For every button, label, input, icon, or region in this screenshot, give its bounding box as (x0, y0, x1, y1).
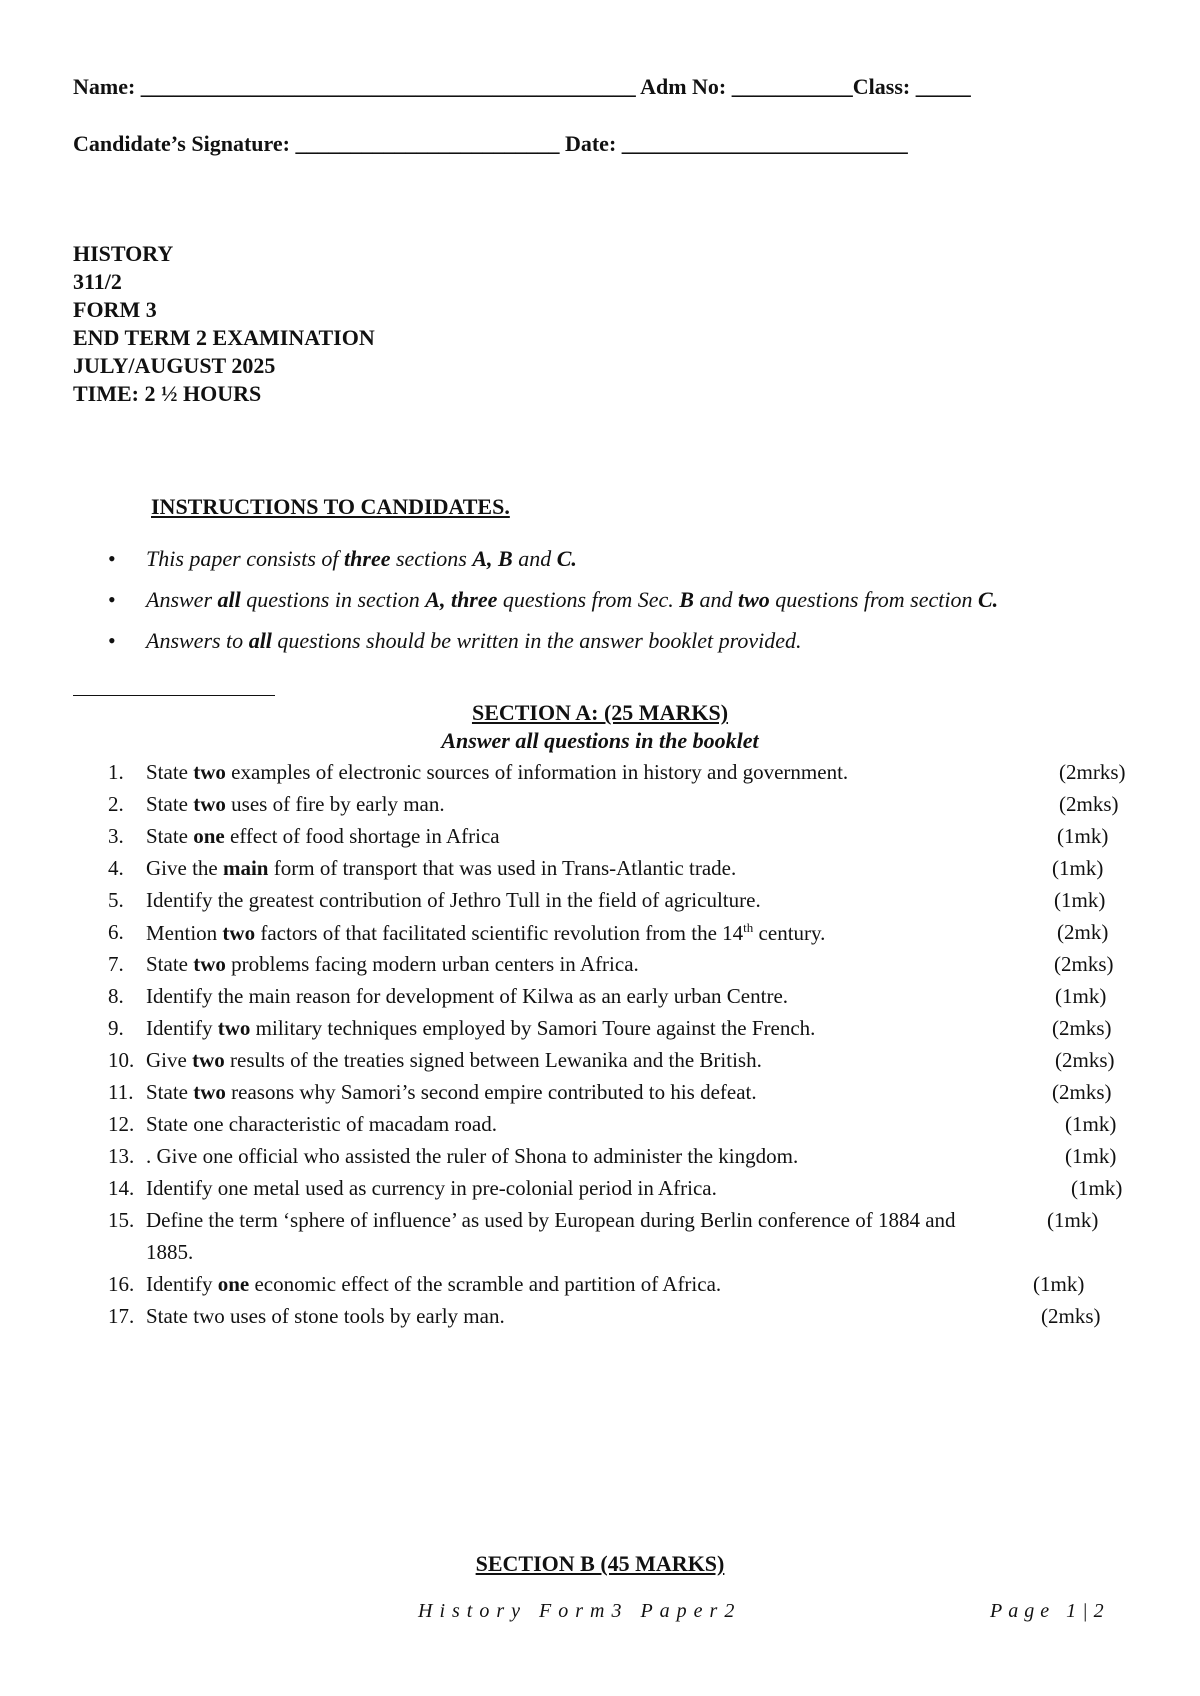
question-number: 14. (108, 1176, 135, 1200)
footer-paper-label: History Form3 Paper2 (418, 1600, 742, 1622)
question-number: 8. (108, 984, 124, 1008)
question-number: 16. (108, 1272, 135, 1296)
section-a-title: SECTION A: (25 MARKS) (471, 700, 729, 725)
paper-code: 311/2 (73, 269, 122, 294)
question-marks: (1mk) (1055, 984, 1107, 1008)
question-number: 3. (108, 824, 124, 848)
question-text: Identify the greatest contribution of Jethro Tull in the field of agriculture. (146, 888, 761, 912)
exam-title-block (73, 240, 375, 408)
section-a-header (0, 700, 1200, 754)
student-details-line: Name: _____________________________________________ Adm No: ___________Class: _____ (73, 74, 971, 99)
question-text: Identify two military techniques employed by Samori Toure against the French. (146, 1016, 816, 1040)
question-text: . Give one official who assisted the ruler of Shona to administer the kingdom. (146, 1144, 799, 1168)
question-marks: (1mk) (1047, 1208, 1099, 1232)
question-marks: (1mk) (1057, 824, 1109, 848)
form-level: FORM 3 (73, 297, 157, 322)
question-marks: (2mrks) (1059, 760, 1126, 784)
question-text: State two examples of electronic sources of information in history and government. (146, 760, 849, 784)
question-number: 5. (108, 888, 124, 912)
question-text: State two problems facing modern urban centers in Africa. (146, 952, 639, 976)
question-marks: (1mk) (1033, 1272, 1085, 1296)
question-marks: (1mk) (1071, 1176, 1123, 1200)
question-text: State two uses of fire by early man. (146, 792, 445, 816)
footer-page-number: Page 1|2 (990, 1600, 1110, 1622)
exam-time: TIME: 2 ½ HOURS (73, 381, 262, 406)
question-text: State one effect of food shortage in Africa (146, 824, 500, 848)
question-text: State one characteristic of macadam road. (146, 1112, 497, 1136)
section-b-title: SECTION B (45 MARKS) (475, 1551, 725, 1576)
question-number: 6. (108, 920, 124, 944)
question-text: Identify one economic effect of the scramble and partition of Africa. (146, 1272, 722, 1296)
question-number: 13. (108, 1144, 135, 1168)
instruction-text: Answer all questions in section A, three questions from Sec. B and two questions from section C. (146, 587, 999, 612)
question-number: 9. (108, 1016, 124, 1040)
question-marks: (2mks) (1055, 1048, 1115, 1072)
question-number: 11. (108, 1080, 134, 1104)
question-number: 7. (108, 952, 124, 976)
question-number: 2. (108, 792, 124, 816)
question-text: Mention two factors of that facilitated scientific revolution from the 14th century. (146, 920, 826, 945)
question-number: 10. (108, 1048, 135, 1072)
question-number: 4. (108, 856, 124, 880)
separator-line (73, 695, 275, 696)
question-text: Give two results of the treaties signed between Lewanika and the British. (146, 1048, 762, 1072)
question-number: 17. (108, 1304, 135, 1328)
question-text: Identify the main reason for development of Kilwa as an early urban Centre. (146, 984, 789, 1008)
question-text: Give the main form of transport that was used in Trans-Atlantic trade. (146, 856, 737, 880)
question-number: 12. (108, 1112, 135, 1136)
question-marks: (1mk) (1065, 1144, 1117, 1168)
question-marks: (2mk) (1057, 920, 1109, 944)
question-text: Identify one metal used as currency in pre-colonial period in Africa. (146, 1176, 717, 1200)
question-marks: (1mk) (1052, 856, 1104, 880)
question-marks: (2mks) (1059, 792, 1119, 816)
exam-name: END TERM 2 EXAMINATION (73, 325, 375, 350)
bullet-icon: • (108, 546, 116, 571)
question-marks: (2mks) (1041, 1304, 1101, 1328)
question-text: State two reasons why Samori’s second empire contributed to his defeat. (146, 1080, 757, 1104)
question-marks: (2mks) (1054, 952, 1114, 976)
question-text: State two uses of stone tools by early man. (146, 1304, 505, 1328)
section-a-subtitle: Answer all questions in the booklet (441, 728, 759, 753)
instruction-text: This paper consists of three sections A, B and C. (146, 546, 577, 571)
question-marks: (2mks) (1052, 1016, 1112, 1040)
question-number: 15. (108, 1208, 135, 1232)
instruction-text: Answers to all questions should be written in the answer booklet provided. (146, 628, 802, 653)
question-text: Define the term ‘sphere of influence’ as used by European during Berlin conference of 1884 and (146, 1208, 956, 1232)
question-number: 1. (108, 760, 124, 784)
signature-date-line: Candidate’s Signature: ________________________ Date: __________________________ (73, 131, 908, 156)
instructions-heading: INSTRUCTIONS TO CANDIDATES. (151, 494, 510, 519)
subject-name: HISTORY (73, 241, 174, 266)
question-text-continued: 1885. (146, 1240, 194, 1264)
question-marks: (1mk) (1054, 888, 1106, 912)
bullet-icon: • (108, 628, 116, 653)
question-marks: (2mks) (1052, 1080, 1112, 1104)
exam-period: JULY/AUGUST 2025 (73, 353, 276, 378)
question-marks: (1mk) (1065, 1112, 1117, 1136)
bullet-icon: • (108, 587, 116, 612)
